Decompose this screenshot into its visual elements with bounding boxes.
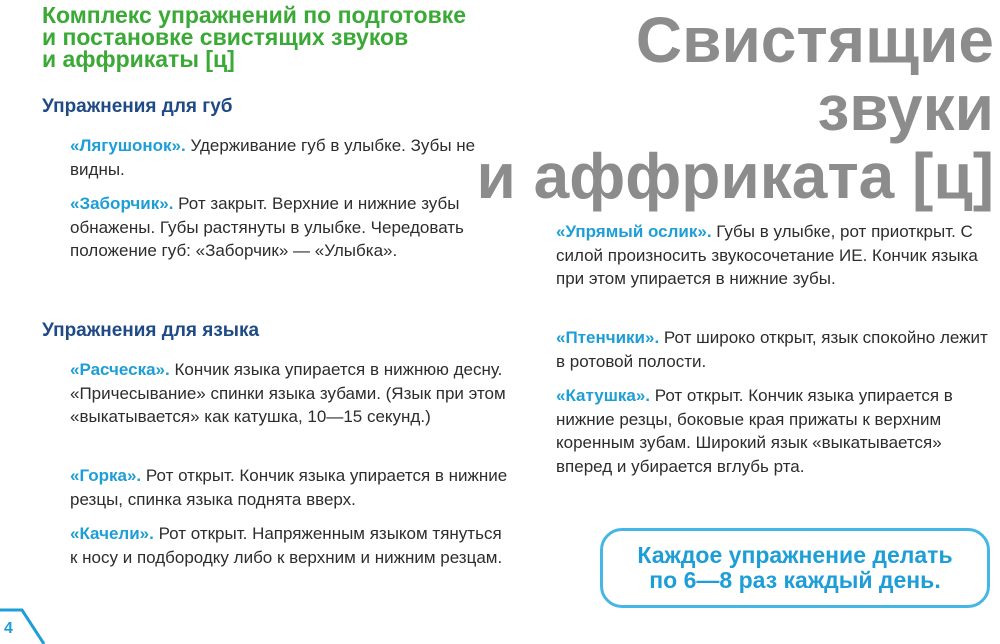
- exercise-upryamyy-oslik: [556, 220, 998, 291]
- exercise-ptenchiki: [556, 326, 998, 373]
- intro-line: Комплекс упражнений по подготовке: [42, 2, 467, 28]
- exercise-lyagushonok: [70, 134, 512, 181]
- intro-line: и аффрикаты [ц]: [42, 46, 235, 72]
- exercise-text: Удерживание губ в улыбке. Зубы не видны.: [70, 136, 476, 179]
- exercise-name: «Заборчик».: [70, 194, 174, 213]
- exercise-name: «Птенчики».: [556, 328, 660, 347]
- title-line: звуки: [817, 72, 994, 144]
- exercise-text: Кончик языка упирается в нижнюю десну. «Причесывание» спинки языка зубами. (Язык при этом «выкатывается» как катушка, 10—15 секунд.): [70, 360, 506, 426]
- exercise-gorka: [70, 464, 512, 511]
- exercise-rascheska: [70, 358, 512, 429]
- exercise-zaborchik: [70, 192, 512, 263]
- exercise-name: «Катушка».: [556, 386, 651, 405]
- exercise-name: «Расческа».: [70, 360, 170, 379]
- exercise-name: «Лягушонок».: [70, 136, 186, 155]
- exercise-text: Рот открыт. Кончик языка упирается в нижние резцы, спинка языка поднята вверх.: [70, 466, 508, 509]
- exercise-text: Рот открыт. Напряженным языком тянуться к носу и подбородку либо к верхним и нижним резцам.: [70, 524, 503, 567]
- exercise-name: «Качели».: [70, 524, 154, 543]
- page-number: 4: [4, 620, 13, 637]
- intro-line: и постановке свистящих звуков: [42, 24, 409, 50]
- exercise-katushka: [556, 384, 998, 478]
- tongue-section-heading: Упражнения для языка: [42, 320, 260, 341]
- exercise-name: «Горка».: [70, 466, 142, 485]
- exercise-text: Рот закрыт. Верхние и нижние зубы обнажены. Губы растянуты в улыбке. Чередовать положение губ: «Заборчик» — «Улыбка».: [70, 194, 464, 260]
- lips-section-heading: Упражнения для губ: [42, 96, 233, 117]
- note-line: по 6—8 раз каждый день.: [649, 567, 941, 593]
- exercise-text: Рот широко открыт, язык спокойно лежит в ротовой полости.: [556, 328, 988, 371]
- exercise-text: Рот открыт. Кончик языка упирается в нижние резцы, боковые края прижаты к верхним коренным зубам. Широкий язык «выкатывается» вперед и убирается вглубь рта.: [556, 386, 953, 476]
- title-line: Свистящие: [635, 4, 994, 76]
- exercise-kacheli: [70, 522, 512, 569]
- note-line: Каждое упражнение делать: [637, 542, 953, 568]
- repeat-note-box: [600, 528, 990, 608]
- exercise-text: Губы в улыбке, рот приоткрыт. С силой произносить звукосочетание ИЕ. Кончик языка при этом упирается в нижние зубы.: [556, 222, 978, 288]
- intro-heading: [42, 4, 512, 70]
- page-title: [477, 6, 994, 210]
- title-line: и аффриката [ц]: [476, 140, 994, 212]
- exercise-name: «Упрямый ослик».: [556, 222, 712, 241]
